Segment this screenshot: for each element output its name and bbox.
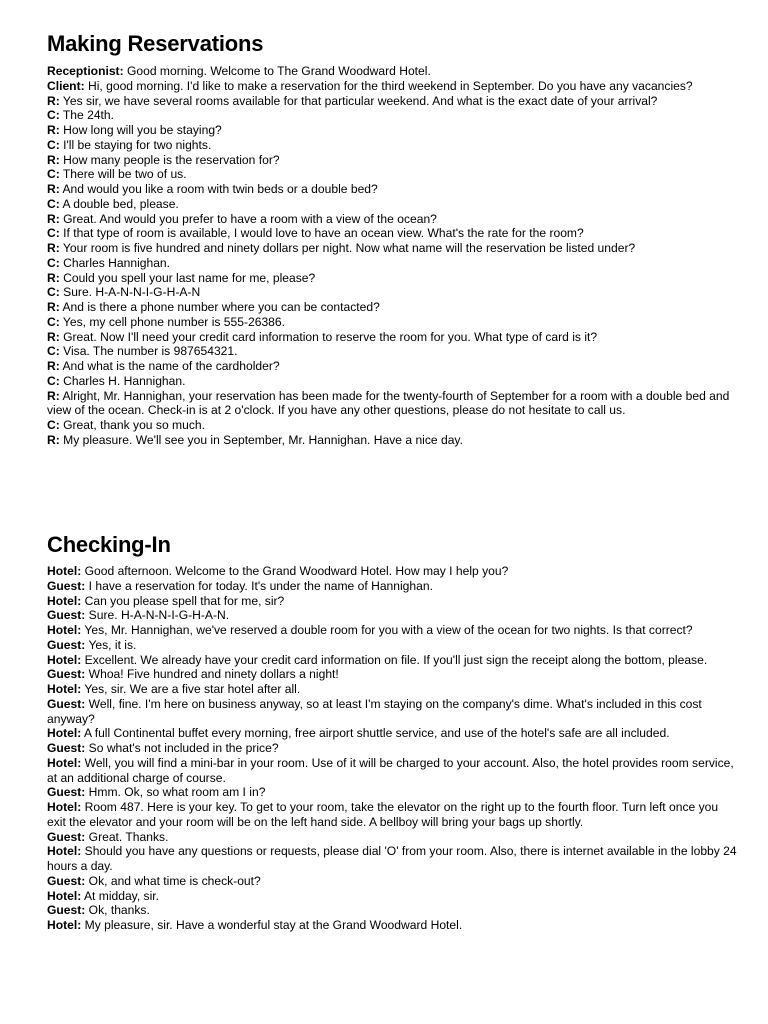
dialogue-line	[47, 800, 737, 830]
dialogue-line	[47, 300, 737, 315]
speaker-label: R:	[47, 211, 60, 226]
speaker-label: Guest:	[47, 608, 86, 623]
speaker-label: C:	[47, 196, 60, 211]
dialogue-line	[47, 785, 737, 800]
dialogue	[47, 64, 737, 448]
speaker-label: C:	[47, 226, 60, 241]
dialogue-text: Can you please spell that for me, sir?	[81, 593, 285, 608]
dialogue-text: Great, thank you so much.	[59, 418, 205, 432]
dialogue-line	[47, 108, 737, 123]
dialogue-line	[47, 285, 737, 300]
dialogue-line	[47, 374, 737, 389]
dialogue-text: Excellent. We already have your credit card information on file. If you'll just sign the receipt along the bottom, please.	[81, 652, 708, 667]
speaker-label: Hotel:	[47, 755, 82, 770]
dialogue-line	[47, 344, 737, 359]
dialogue-text: And what is the name of the cardholder?	[59, 359, 280, 373]
section-title: Making Reservations	[47, 31, 264, 56]
speaker-label: C:	[47, 418, 60, 432]
dialogue-text: My pleasure, sir. Have a wonderful stay at the Grand Woodward Hotel.	[81, 918, 463, 932]
dialogue-line	[47, 903, 737, 918]
dialogue-text: Yes, Mr. Hannighan, we've reserved a double room for you with a view of the ocean for two nights. Is that correct?	[81, 623, 693, 637]
speaker-label: R:	[47, 300, 60, 314]
dialogue-text: Ok, thanks.	[85, 903, 150, 918]
speaker-label: Hotel:	[47, 623, 82, 637]
speaker-label: Guest:	[47, 785, 86, 800]
speaker-label: Guest:	[47, 578, 86, 593]
dialogue-line	[47, 212, 737, 227]
speaker-label: Guest:	[47, 903, 86, 918]
dialogue-line	[47, 667, 737, 682]
dialogue-line	[47, 623, 737, 638]
dialogue-text: There will be two of us.	[59, 167, 187, 182]
dialogue-text: If that type of room is available, I would love to have an ocean view. What's the rate for the room?	[59, 226, 584, 241]
speaker-label: C:	[47, 255, 60, 270]
dialogue-line	[47, 197, 737, 212]
speaker-label: R:	[47, 241, 60, 255]
dialogue-line	[47, 594, 737, 609]
dialogue-line	[47, 741, 737, 756]
dialogue-text: Great. Now I'll need your credit card information to reserve the room for you. What type of card is it?	[59, 329, 598, 344]
speaker-label: Hotel:	[47, 593, 82, 608]
dialogue-text: I'll be staying for two nights.	[59, 137, 212, 152]
speaker-label: R:	[47, 182, 60, 196]
dialogue-text: So what's not included in the price?	[85, 741, 279, 755]
dialogue-text: Charles Hannighan.	[59, 255, 171, 270]
speaker-label: R:	[47, 359, 60, 373]
dialogue-line	[47, 874, 737, 889]
dialogue-text: Hi, good morning. I'd like to make a reservation for the third weekend in September. Do you have any vacancies?	[84, 78, 693, 93]
dialogue-line	[47, 94, 737, 109]
dialogue-line	[47, 182, 737, 197]
dialogue-line	[47, 844, 737, 874]
dialogue-text: Visa. The number is 987654321.	[59, 344, 238, 359]
speaker-label: C:	[47, 373, 60, 388]
dialogue-text: My pleasure. We'll see you in September, Mr. Hannighan. Have a nice day.	[59, 432, 463, 447]
dialogue-line	[47, 608, 737, 623]
dialogue-text: How long will you be staying?	[59, 123, 222, 137]
dialogue-text: Alright, Mr. Hannighan, your reservation has been made for the twenty-fourth of September for a room with a double bed and view of the ocean. Check-in is at 2 o'clock. If you have any other questions, please do not hesitate to call us.	[47, 388, 730, 418]
dialogue-line	[47, 359, 737, 374]
speaker-label: C:	[47, 137, 60, 152]
speaker-label: Hotel:	[47, 652, 82, 667]
dialogue-text: Good morning. Welcome to The Grand Woodward Hotel.	[123, 64, 431, 78]
dialogue-text: Well, you will find a mini-bar in your room. Use of it will be charged to your account. Also, the hotel provides room service, at an additional charge of course.	[47, 755, 734, 785]
speaker-label: C:	[47, 344, 60, 359]
speaker-label: C:	[47, 285, 60, 300]
speaker-label: Guest:	[47, 741, 86, 755]
dialogue-text: Sure. H-A-N-N-I-G-H-A-N.	[85, 608, 230, 623]
speaker-label: Hotel:	[47, 682, 82, 696]
dialogue-text: A full Continental buffet every morning, free airport shuttle service, and use of the hotel's safe are all included.	[81, 726, 670, 741]
dialogue-line	[47, 830, 737, 845]
speaker-label: Hotel:	[47, 844, 82, 859]
speaker-label: C:	[47, 108, 60, 123]
dialogue-line	[47, 726, 737, 741]
speaker-label: R:	[47, 93, 60, 108]
speaker-label: R:	[47, 432, 60, 447]
dialogue-line	[47, 271, 737, 286]
speaker-label: C:	[47, 167, 60, 182]
speaker-label: R:	[47, 152, 60, 167]
dialogue-line	[47, 697, 737, 727]
dialogue-line	[47, 167, 737, 182]
dialogue-line	[47, 153, 737, 168]
dialogue-line	[47, 389, 737, 419]
dialogue-text: Yes, sir. We are a five star hotel after all.	[81, 682, 301, 696]
dialogue-text: Yes sir, we have several rooms available for that particular weekend. And what is the exact date of your arrival?	[59, 93, 658, 108]
speaker-label: Guest:	[47, 696, 86, 711]
speaker-label: R:	[47, 123, 60, 137]
dialogue-line	[47, 918, 737, 933]
dialogue-line	[47, 638, 737, 653]
speaker-label: Guest:	[47, 637, 86, 652]
dialogue-line	[47, 682, 737, 697]
speaker-label: Guest:	[47, 873, 86, 888]
dialogue-line	[47, 256, 737, 271]
section-checking-in	[47, 528, 737, 933]
speaker-label: Hotel:	[47, 918, 82, 932]
dialogue-text: Good afternoon. Welcome to the Grand Woodward Hotel. How may I help you?	[81, 564, 509, 578]
dialogue-text: Could you spell your last name for me, please?	[59, 270, 316, 285]
dialogue-text: Charles H. Hannighan.	[59, 373, 186, 388]
dialogue-text: Should you have any questions or requests, please dial 'O' from your room. Also, there is internet available in the lobby 24 hours a day.	[47, 844, 737, 873]
dialogue-line	[47, 653, 737, 668]
speaker-label: C:	[47, 314, 60, 329]
dialogue-text: Great. Thanks.	[85, 829, 169, 844]
dialogue-text: Hmm. Ok, so what room am I in?	[85, 785, 266, 800]
dialogue-text: And is there a phone number where you can be contacted?	[59, 300, 380, 314]
dialogue-text: Great. And would you prefer to have a room with a view of the ocean?	[59, 211, 437, 226]
speaker-label: Hotel:	[47, 564, 82, 578]
dialogue-text: Yes, it is.	[85, 637, 137, 652]
speaker-label: Hotel:	[47, 726, 82, 741]
speaker-label: Guest:	[47, 829, 86, 844]
speaker-label: Client:	[47, 78, 85, 93]
dialogue-text: Room 487. Here is your key. To get to your room, take the elevator on the right up to the fourth floor. Turn left once you exit the elevator and your room will be on the left hand side. A bellboy will bring your bags up shortly.	[47, 800, 719, 829]
dialogue-line	[47, 241, 737, 256]
dialogue-line	[47, 564, 737, 579]
dialogue-line	[47, 889, 737, 904]
dialogue-text: Well, fine. I'm here on business anyway, so at least I'm staying on the company's dime. What's included in this cost anyway?	[47, 696, 702, 726]
speaker-label: R:	[47, 329, 60, 344]
dialogue-text: Your room is five hundred and ninety dollars per night. Now what name will the reservation be listed under?	[59, 241, 636, 255]
dialogue-line	[47, 579, 737, 594]
dialogue-line	[47, 756, 737, 786]
dialogue-text: Yes, my cell phone number is 555-26386.	[59, 314, 285, 329]
dialogue-text: At midday, sir.	[81, 888, 160, 903]
speaker-label: Hotel:	[47, 800, 82, 814]
dialogue-line	[47, 418, 737, 433]
dialogue-line	[47, 433, 737, 448]
dialogue-line	[47, 64, 737, 79]
dialogue-line	[47, 315, 737, 330]
dialogue-text: The 24th.	[59, 108, 115, 123]
dialogue-line	[47, 138, 737, 153]
speaker-label: R:	[47, 270, 60, 285]
dialogue-text: And would you like a room with twin beds or a double bed?	[59, 182, 378, 196]
speaker-label: Receptionist:	[47, 64, 124, 78]
dialogue-text: Whoa! Five hundred and ninety dollars a night!	[85, 667, 339, 682]
dialogue-text: Sure. H-A-N-N-I-G-H-A-N	[59, 285, 201, 300]
dialogue-text: How many people is the reservation for?	[59, 152, 280, 167]
section-making-reservations	[47, 28, 737, 448]
speaker-label: Guest:	[47, 667, 86, 682]
dialogue-line	[47, 330, 737, 345]
dialogue-text: Ok, and what time is check-out?	[85, 873, 261, 888]
dialogue-line	[47, 226, 737, 241]
dialogue-text: A double bed, please.	[59, 196, 179, 211]
speaker-label: Hotel:	[47, 888, 82, 903]
speaker-label: R:	[47, 388, 60, 403]
dialogue	[47, 564, 737, 933]
section-title: Checking-In	[47, 532, 171, 557]
dialogue-line	[47, 123, 737, 138]
dialogue-text: I have a reservation for today. It's under the name of Hannighan.	[85, 578, 433, 593]
dialogue-line	[47, 79, 737, 94]
